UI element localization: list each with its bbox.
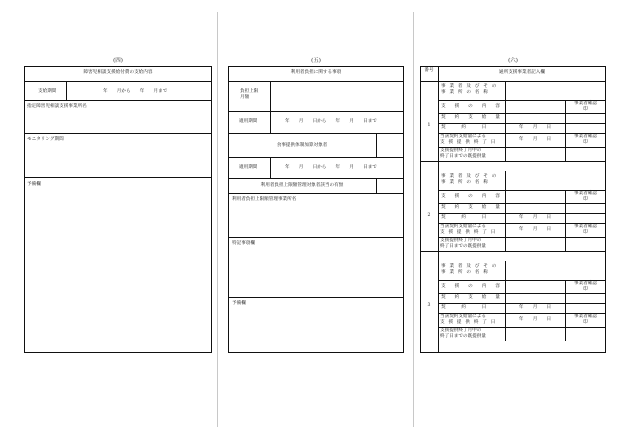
contract-amount-label: 契 約 支 給 量 xyxy=(441,115,503,120)
row-divider xyxy=(438,213,606,214)
support-content-label: 支 援 の 内 容 xyxy=(441,194,503,199)
panel4-reserve-label: 予備欄 xyxy=(27,182,41,187)
row-divider xyxy=(438,303,606,304)
end-date-value: 年 月 日 xyxy=(518,227,552,232)
label-column-divider xyxy=(505,81,506,161)
page-divider-right xyxy=(413,12,414,427)
confirm-stamp-seal: 印 xyxy=(583,197,588,202)
contract-date-label: 契 約 日 xyxy=(441,125,489,130)
row-divider xyxy=(438,123,606,124)
contract-date-label: 契 約 日 xyxy=(441,305,489,310)
panel5-period2-value: 年 月 日から 年 月 日まで xyxy=(285,165,377,170)
confirm-stamp-seal: 印 xyxy=(583,230,588,235)
entry-number: 2 xyxy=(427,213,431,218)
provided-amount-label: 終了日までの既提供量 xyxy=(440,244,486,249)
end-date-label: 当該契約支給量による xyxy=(440,134,486,139)
panel6-col-header: 通所支援事業者記入欄 xyxy=(499,70,545,75)
panel4-monitoring-label: モニタリング期間 xyxy=(27,137,64,142)
block-divider xyxy=(420,251,606,252)
panel5-period-label: 適用期間 xyxy=(239,119,258,124)
contract-date-value: 年 月 日 xyxy=(518,215,552,220)
panel5-meal-label: 食事提供体制加算対象者 xyxy=(276,143,328,148)
row-divider xyxy=(438,293,606,294)
panel6-label: (六) xyxy=(508,58,518,64)
panel4-office-label: 指定障害児相談支援事業所名 xyxy=(27,104,87,109)
panel4-period-label: 支給期間 xyxy=(38,89,57,94)
contract-amount-label: 契 約 支 給 量 xyxy=(441,205,503,210)
office-name-label: 事 業 所 の 名 称 xyxy=(441,90,490,95)
support-content-label: 支 援 の 内 容 xyxy=(441,284,503,289)
contract-date-label: 契 約 日 xyxy=(441,215,489,220)
office-name-label: 事 業 者 及 び そ の xyxy=(441,174,498,179)
panel4-period-value: 年 月から 年 月まで xyxy=(103,89,168,94)
end-date-label: 支 援 提 供 終 了 日 xyxy=(440,320,497,325)
entry-number: 3 xyxy=(427,303,431,308)
provided-amount-label: 支援提供終了月中の xyxy=(440,148,482,153)
confirm-stamp-seal: 印 xyxy=(583,107,588,112)
panel5-burden-label-2: 月額 xyxy=(240,95,250,100)
end-date-label: 支 援 提 供 終 了 日 xyxy=(440,230,497,235)
confirm-stamp-label: 事業者確認 xyxy=(574,314,597,319)
confirm-stamp-seal: 印 xyxy=(583,287,588,292)
entry-number: 1 xyxy=(427,123,431,128)
end-date-label: 当該契約支給量による xyxy=(440,314,486,319)
provided-amount-label: 終了日までの既提供量 xyxy=(440,334,486,339)
office-name-label: 事 業 所 の 名 称 xyxy=(441,180,490,185)
end-date-value: 年 月 日 xyxy=(518,317,552,322)
panel5-burden-label-1: 負担上限 xyxy=(240,89,259,94)
page-divider-left xyxy=(217,12,218,427)
confirm-stamp-seal: 印 xyxy=(583,140,588,145)
confirm-stamp-label: 事業者確認 xyxy=(574,101,597,106)
provided-amount-label: 終了日までの既提供量 xyxy=(440,154,486,159)
confirm-stamp-seal: 印 xyxy=(583,320,588,325)
panel5-reserve-label: 予備欄 xyxy=(232,301,246,306)
confirm-stamp-label: 事業者確認 xyxy=(574,134,597,139)
panel5-label: (五) xyxy=(311,58,321,64)
contract-date-value: 年 月 日 xyxy=(518,125,552,130)
panel4-label: (四) xyxy=(113,58,123,64)
office-name-label: 事 業 者 及 び そ の xyxy=(441,84,498,89)
confirm-stamp-label: 事業者確認 xyxy=(574,191,597,196)
panel4-header: 障害児相談支援給付費の支給内容 xyxy=(83,70,153,75)
panel5-notes-label: 特記事項欄 xyxy=(232,241,255,246)
end-date-value: 年 月 日 xyxy=(518,137,552,142)
label-column-divider xyxy=(505,171,506,251)
label-column-divider xyxy=(505,261,506,341)
panel5-period-value: 年 月 日から 年 月 日まで xyxy=(285,119,377,124)
row-divider xyxy=(438,203,606,204)
contract-date-value: 年 月 日 xyxy=(518,305,552,310)
office-name-label: 事 業 者 及 び そ の xyxy=(441,264,498,269)
panel5-header: 利用者負担に関する事項 xyxy=(290,70,342,75)
office-name-label: 事 業 所 の 名 称 xyxy=(441,270,490,275)
provided-amount-label: 支援提供終了月中の xyxy=(440,328,482,333)
block-divider xyxy=(420,161,606,162)
contract-amount-label: 契 約 支 給 量 xyxy=(441,295,503,300)
row-divider xyxy=(438,113,606,114)
end-date-label: 支 援 提 供 終 了 日 xyxy=(440,140,497,145)
provided-amount-label: 支援提供終了月中の xyxy=(440,238,482,243)
panel5-period2-label: 適用期間 xyxy=(239,165,258,170)
end-date-label: 当該契約支給量による xyxy=(440,224,486,229)
panel5-cap-office-label: 利用者負担上限額管理事業所名 xyxy=(232,197,297,202)
confirm-stamp-label: 事業者確認 xyxy=(574,281,597,286)
panel6-col-no: 番号 xyxy=(424,68,434,73)
panel5-frame xyxy=(228,66,404,353)
support-content-label: 支 援 の 内 容 xyxy=(441,104,503,109)
panel5-cap-label: 利用者負担上限額管理対象者該当の有無 xyxy=(260,183,344,188)
confirm-stamp-label: 事業者確認 xyxy=(574,224,597,229)
